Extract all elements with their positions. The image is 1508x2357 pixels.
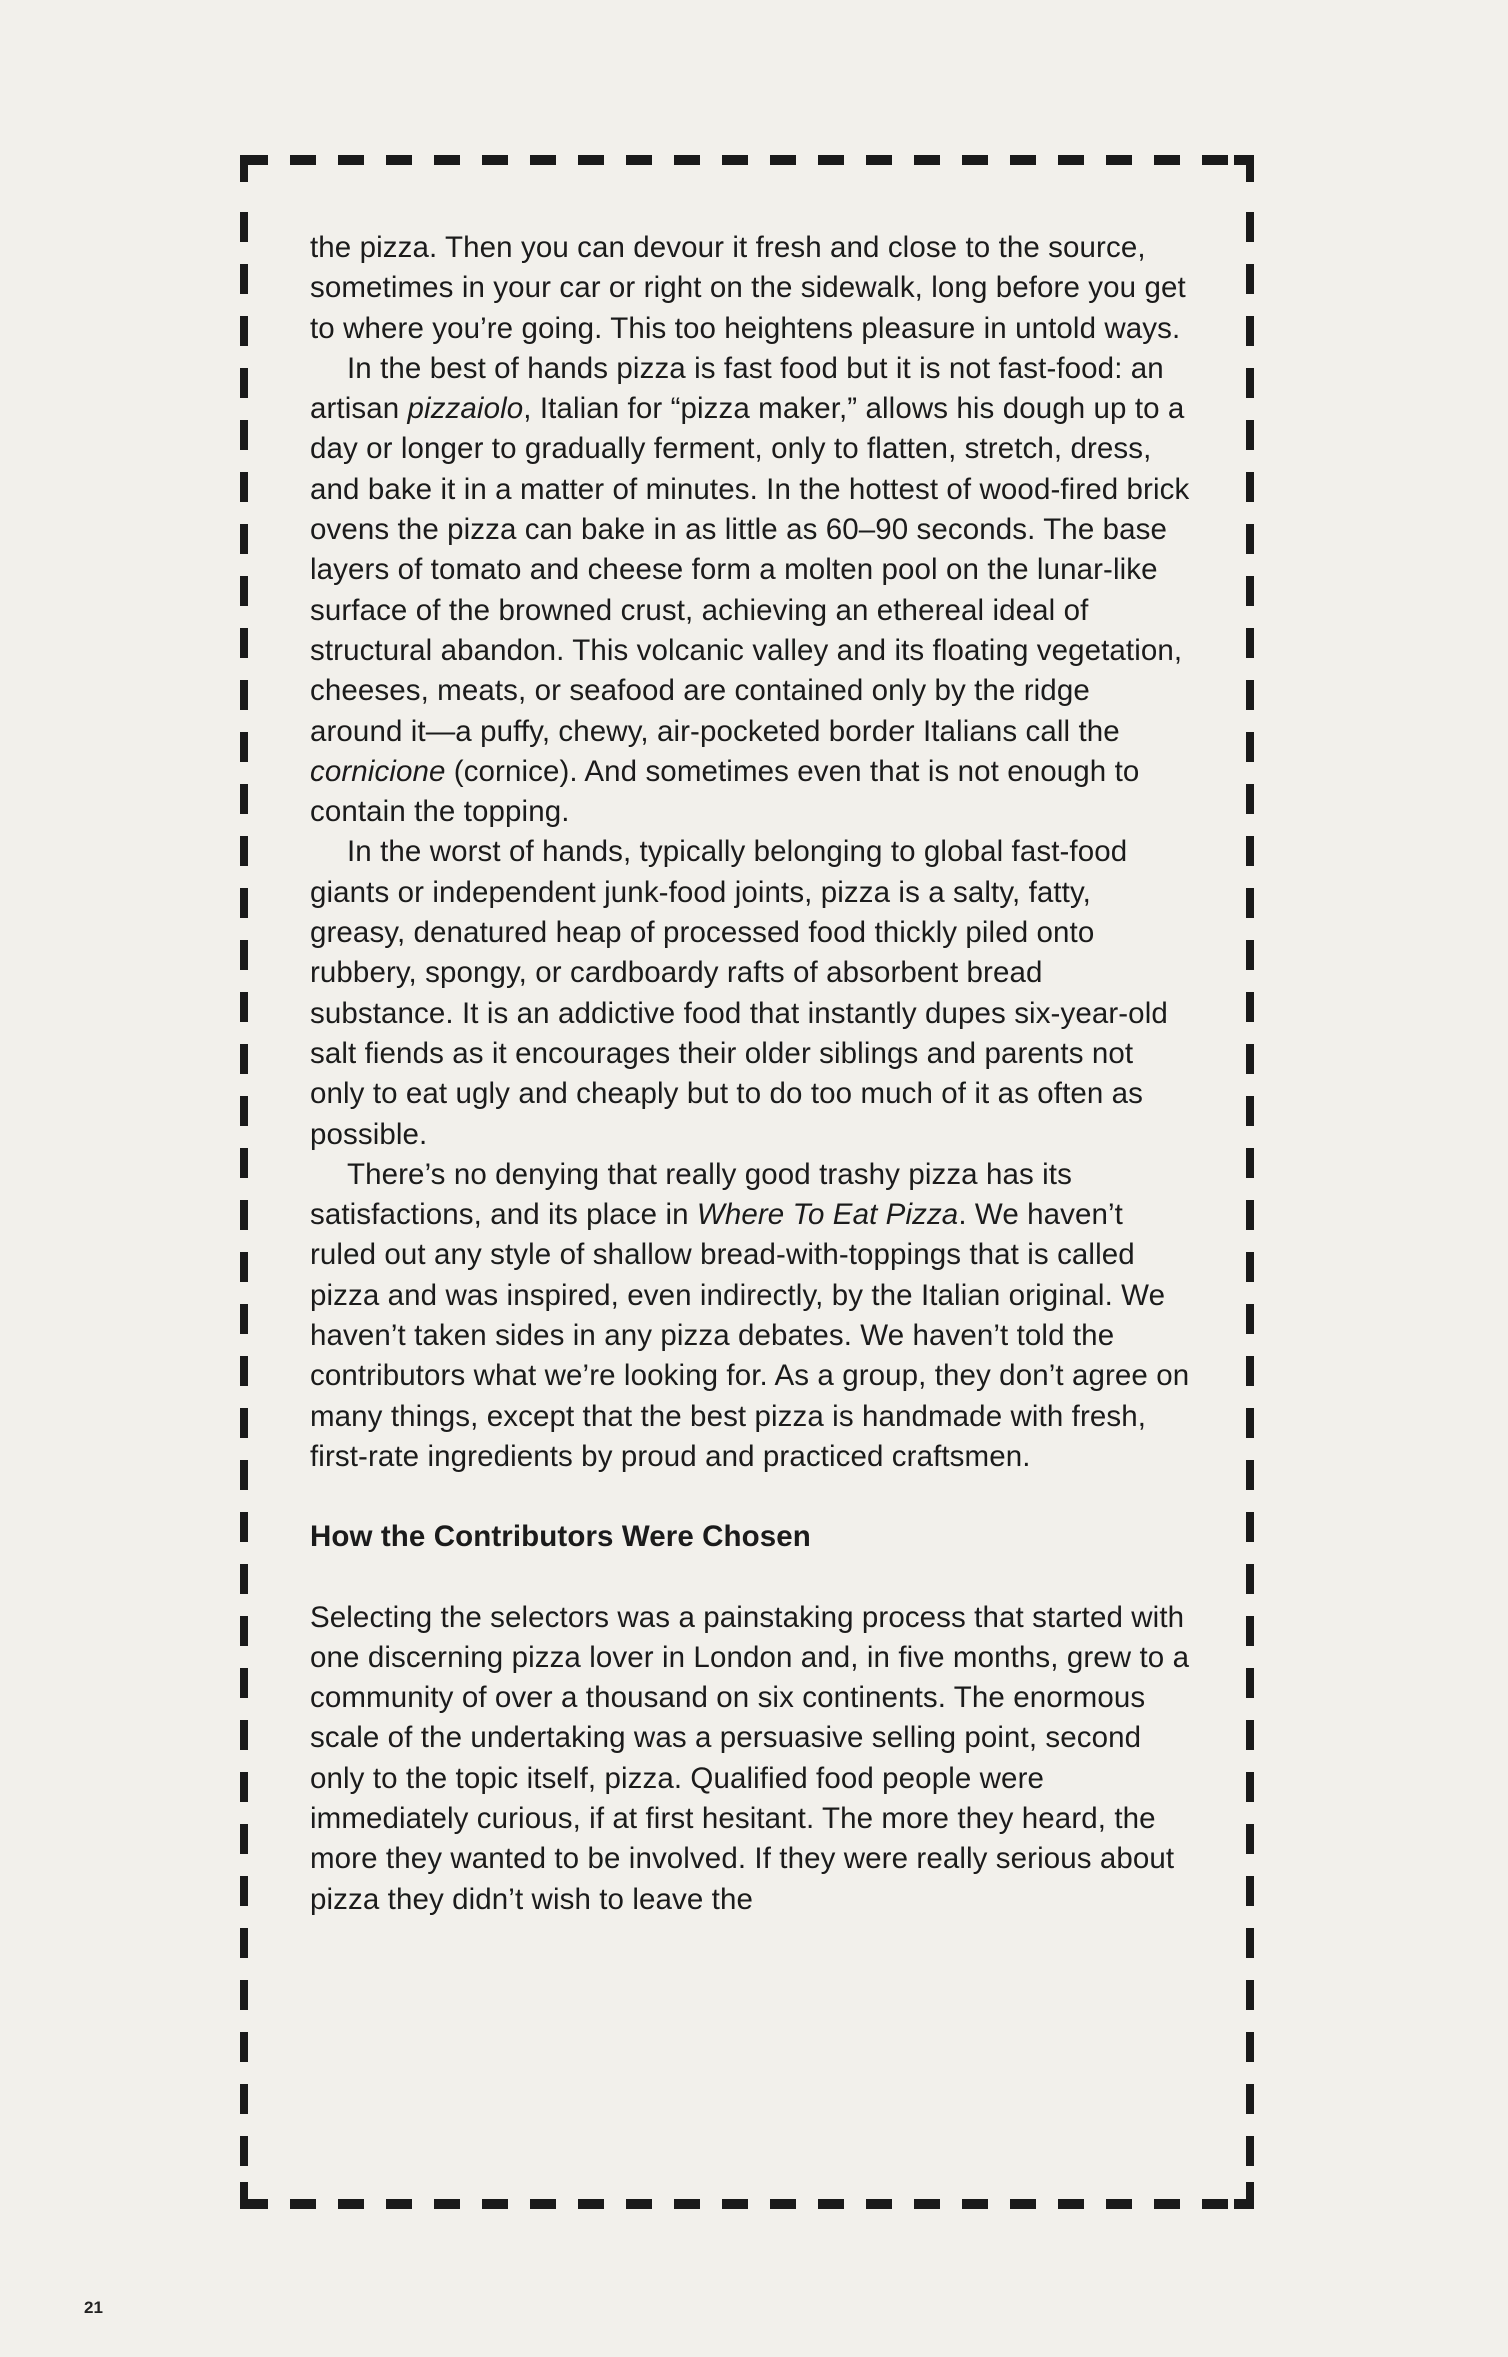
section-heading: How the Contributors Were Chosen bbox=[310, 1520, 811, 1554]
book-title: Where To Eat Pizza bbox=[696, 1198, 959, 1232]
term-pizzaiolo: pizzaiolo bbox=[407, 392, 524, 426]
paragraph-2-part-c: (cornice). And sometimes even that is not enough to contain the topping. bbox=[310, 754, 1140, 829]
paragraph-5: Selecting the selectors was a painstaking process that started with one discerning pizza lover in London and, in five months, grew to a community of over a thousand on six continents. The enormous scale of the undertaking was a persuasive selling point, second only to the topic itself, pizza. Qualified food people were immediately curious, if at first hesitant. The more they heard, the more they wanted to be involved. If they were really serious about pizza they didn’t wish to leave the bbox=[310, 1600, 1190, 1916]
paragraph-1: the pizza. Then you can devour it fresh and close to the source, sometimes in your car or right on the sidewalk, long before you get to where you’re going. This too heightens pleasure in untold ways. bbox=[310, 231, 1186, 345]
paragraph-4 bbox=[310, 1155, 1190, 1477]
paragraph-4-part-a: There’s no denying that really good trashy pizza has its satisfactions, and its place in bbox=[310, 1157, 1072, 1232]
body-text bbox=[310, 228, 1190, 1920]
term-cornicione: cornicione bbox=[310, 754, 446, 788]
paragraph-2-part-a: In the best of hands pizza is fast food but it is not fast-food: an artisan bbox=[310, 351, 1164, 426]
paragraph-2 bbox=[310, 349, 1190, 833]
paragraph-4-part-b: . We haven’t ruled out any style of shallow bread-with-toppings that is called pizza and was inspired, even indirectly, by the Italian original. We haven’t taken sides in any pizza debates. We haven’t told the contributors what we’re looking for. As a group, they don’t agree on many things, except that the best pizza is handmade with fresh, first-rate ingredients by proud and practiced craftsmen. bbox=[310, 1198, 1190, 1473]
page-number: 21 bbox=[84, 2298, 103, 2317]
paragraph-3: In the worst of hands, typically belonging to global fast-food giants or independent junk-food joints, pizza is a salty, fatty, greasy, denatured heap of processed food thickly piled onto rubbery, spongy, or cardboardy rafts of absorbent bread substance. It is an addictive food that instantly dupes six-year-old salt fiends as it encourages their older siblings and parents not only to eat ugly and cheaply but to do too much of it as often as possible. bbox=[310, 835, 1168, 1151]
paragraph-2-part-b: , Italian for “pizza maker,” allows his dough up to a day or longer to gradually ferment, only to flatten, stretch, dress, and bake it in a matter of minutes. In the hottest of wood-fired brick ovens the pizza can bake in as little as 60–90 seconds. The base layers of tomato and cheese form a molten pool on the lunar-like surface of the browned crust, achieving an ethereal ideal of structural abandon. This volcanic valley and its floating vegetation, cheeses, meats, or seafood are contained only by the ridge around it—a puffy, chewy, air-pocketed border Italians call the bbox=[310, 392, 1190, 748]
